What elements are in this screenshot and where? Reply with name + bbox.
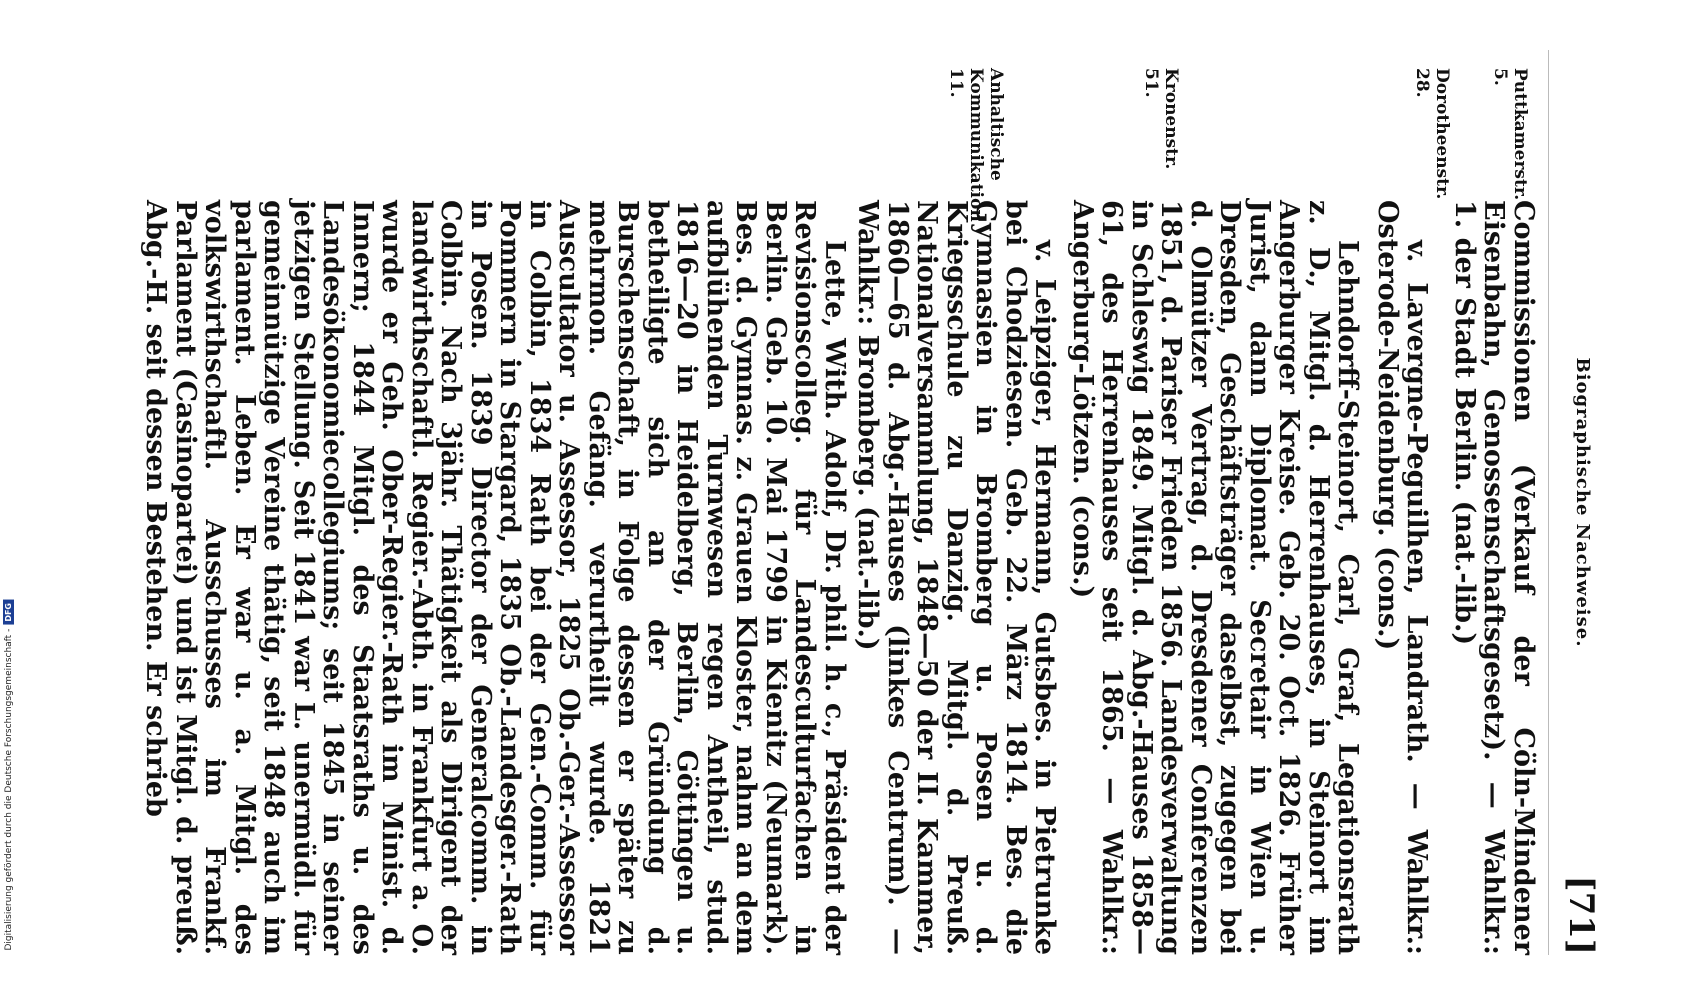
paragraph: v. Leipziger, Hermann, Gutsbes. in Pietrunke bei Chodziesen. Geb. 22. März 1814. Bes. die Gymnasien in Bromberg u. Posen u. d. Kriegsschule zu Danzig. Mitgl. d. Preuß. Nationalversammlung, 1848—50 der II. Kammer, 1860—65 d. Abg.-Hauses (linkes Centrum). — Wahlkr.: Bromberg. (nat.-lib.)	[852, 200, 1061, 955]
credit-text: Digitalisierung gefördert durch die Deutsche Forschungsgemeinschaft -	[3, 628, 14, 951]
digitization-credit	[3, 600, 14, 951]
margin-note: Puttkamerstr. 5.	[1490, 68, 1530, 201]
dfg-logo: DFG	[3, 600, 14, 625]
page-body	[141, 50, 1538, 955]
scanned-page	[140, 50, 1601, 955]
margin-note: Kronenstr. 51.	[1141, 68, 1181, 170]
margin-column	[141, 50, 1538, 222]
margin-note: Dorotheenstr. 28.	[1412, 68, 1452, 200]
page-number: [71]	[1561, 875, 1601, 955]
margin-note: Anhaltische Kommunikation 11.	[946, 68, 1006, 222]
main-text-column	[141, 200, 1538, 955]
paragraph: Lehndorff-Steinort, Carl, Graf, Legationsrath z. D., Mitgl. d. Herrenhauses, in Steinort im Angerburger Kreise. Geb. 20. Oct. 1826. Früher Jurist, dann Diplomat. Secretair in Wien u. Dresden, Geschäftsträger daselbst, zugegen bei d. Olmützer Vertrag, d. Dresdener Conferenzen 1851, d. Pariser Frieden 1856. Landesverwaltung in Schleswig 1849. Mitgl. d. Abg.-Hauses 1858—61, des Herrenhauses seit 1865. — Wahlkr.: Angerburg-Lötzen. (cons.)	[1067, 200, 1364, 955]
paragraph: v. Lavergne-Peguilhen, Landrath. — Wahlkr.: Osterode-Neidenburg. (cons.)	[1372, 200, 1433, 955]
paragraph: Commissionen (Verkauf der Cöln-Mindener Eisenbahn, Genossenschaftsgesetz). — Wahlkr.: 1. der Stadt Berlin. (nat.-lib.)	[1449, 200, 1539, 955]
paragraph: Lette, With. Adolf, Dr. phil. h. c., Präsident der Revisionscolleg. für Landesculturfachen in Berlin. Geb. 10. Mai 1799 in Kienitz (Neumark). Bes. d. Gymnas. z. Grauen Kloster, nahm an dem aufblühenden Turnwesen regen Antheil, stud. 1816—20 in Heidelberg, Berlin, Göttingen u. betheiligte sich an der Gründung d. Burschenschaft, in Folge dessen er später zu mehrmon. Gefäng. verurtheilt wurde. 1821 Auscultator u. Assessor, 1825 Ob.-Ger.-Assessor in Colbin, 1834 Rath bei der Gen.-Comm. für Pommern in Stargard, 1835 Ob.-Landesger.-Rath in Posen. 1839 Director der Generalcomm. in Colbin. Nach 3jähr. Thätigkeit als Dirigent der landwirthschaftl. Regier.-Abth. in Frankfurt a. O. wurde er Geh. Ober-Regier.-Rath im Minist. d. Innern; 1844 Mitgl. des Staatsraths u. des Landesökonomiecollegiums; seit 1845 in seiner jetzigen Stellung. Seit 1841 war L. unermüdl. für gemeinnützige Vereine thätig, seit 1848 auch im parlament. Leben. Er war u. a. Mitgl. des volkswirthschaftl. Ausschusses im Frankf. Parlament (Casinopartei) und ist Mitgl. d. preuß. Abg.-H. seit dessen Bestehen. Er schrieb	[140, 200, 850, 955]
running-title: Biographische Nachweise.	[1572, 357, 1593, 648]
page-header	[1548, 50, 1601, 955]
